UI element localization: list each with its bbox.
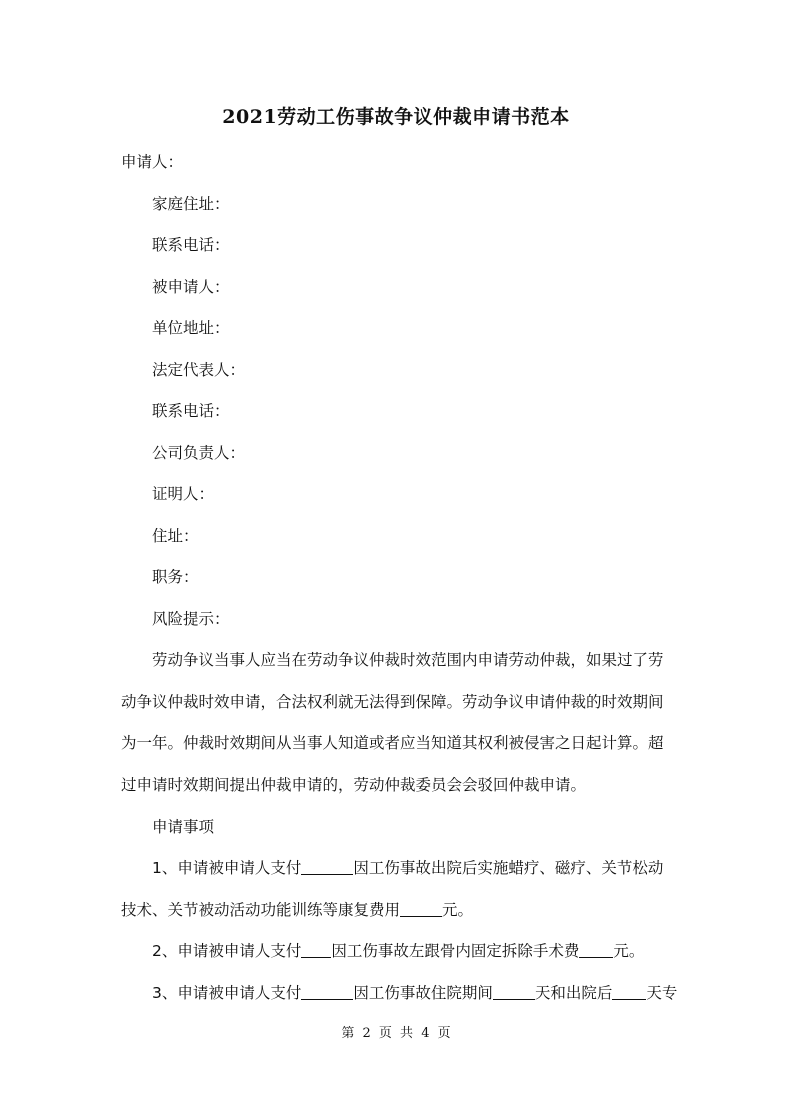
- risk-paragraph-line-1: 劳动争议当事人应当在劳动争议仲裁时效范围内申请劳动仲裁，如果过了劳: [152, 651, 664, 669]
- item-2-text-c: 元。: [613, 942, 645, 960]
- blank-line: [301, 859, 353, 876]
- item-1-text-d: 元。: [442, 901, 474, 919]
- risk-paragraph-line-4: 过申请时效期间提出仲裁申请的，劳动仲裁委员会会驳回仲裁申请。: [121, 776, 587, 794]
- item-3-text-a: 3、申请被申请人支付: [152, 984, 302, 1002]
- item-3-text-b: 因工伤事故住院期间: [353, 984, 493, 1002]
- blank-line: [579, 942, 613, 959]
- field-witness-address: 住址：: [152, 527, 199, 545]
- field-applicant: 申请人：: [121, 153, 184, 171]
- item-1-text-b: 因工伤事故出院后实施蜡疗、磁疗、关节松动: [353, 859, 664, 877]
- item-3-text-d: 天专: [646, 984, 678, 1002]
- item-1-text-a: 1、申请被申请人支付: [152, 859, 302, 877]
- risk-paragraph-line-2: 动争议仲裁时效申请，合法权利就无法得到保障。劳动争议申请仲裁的时效期间: [121, 693, 664, 711]
- item-2-text-a: 2、申请被申请人支付: [152, 942, 302, 960]
- section-heading-items: 申请事项: [152, 818, 215, 836]
- blank-line: [493, 984, 535, 1001]
- field-risk-tip: 风险提示：: [152, 610, 230, 628]
- document-title: 2021劳动工伤事故争议仲裁申请书范本: [222, 106, 570, 128]
- field-phone-2: 联系电话：: [152, 402, 230, 420]
- item-1-line-1: [152, 856, 663, 878]
- blank-line: [301, 984, 353, 1001]
- page-number-footer: 第 2 页 共 4 页: [341, 1026, 451, 1041]
- field-company-head: 公司负责人：: [152, 444, 246, 462]
- item-3-text-c: 天和出院后: [534, 984, 613, 1002]
- field-respondent: 被申请人：: [152, 278, 230, 296]
- field-company-address: 单位地址：: [152, 319, 230, 337]
- item-1-text-c: 技术、关节被动活动功能训练等康复费用: [121, 901, 401, 919]
- field-legal-representative: 法定代表人：: [152, 361, 246, 379]
- item-3: [152, 981, 677, 1003]
- blank-line: [612, 984, 646, 1001]
- item-1-line-2: [121, 898, 473, 920]
- item-2-text-b: 因工伤事故左跟骨内固定拆除手术费: [331, 942, 580, 960]
- blank-line: [301, 942, 331, 959]
- field-witness: 证明人：: [152, 485, 215, 503]
- item-2: [152, 939, 644, 961]
- risk-paragraph-line-3: 为一年。仲裁时效期间从当事人知道或者应当知道其权利被侵害之日起计算。超: [121, 734, 664, 752]
- field-home-address: 家庭住址：: [152, 195, 230, 213]
- blank-line: [400, 901, 442, 918]
- field-position: 职务：: [152, 568, 199, 586]
- field-phone: 联系电话：: [152, 236, 230, 254]
